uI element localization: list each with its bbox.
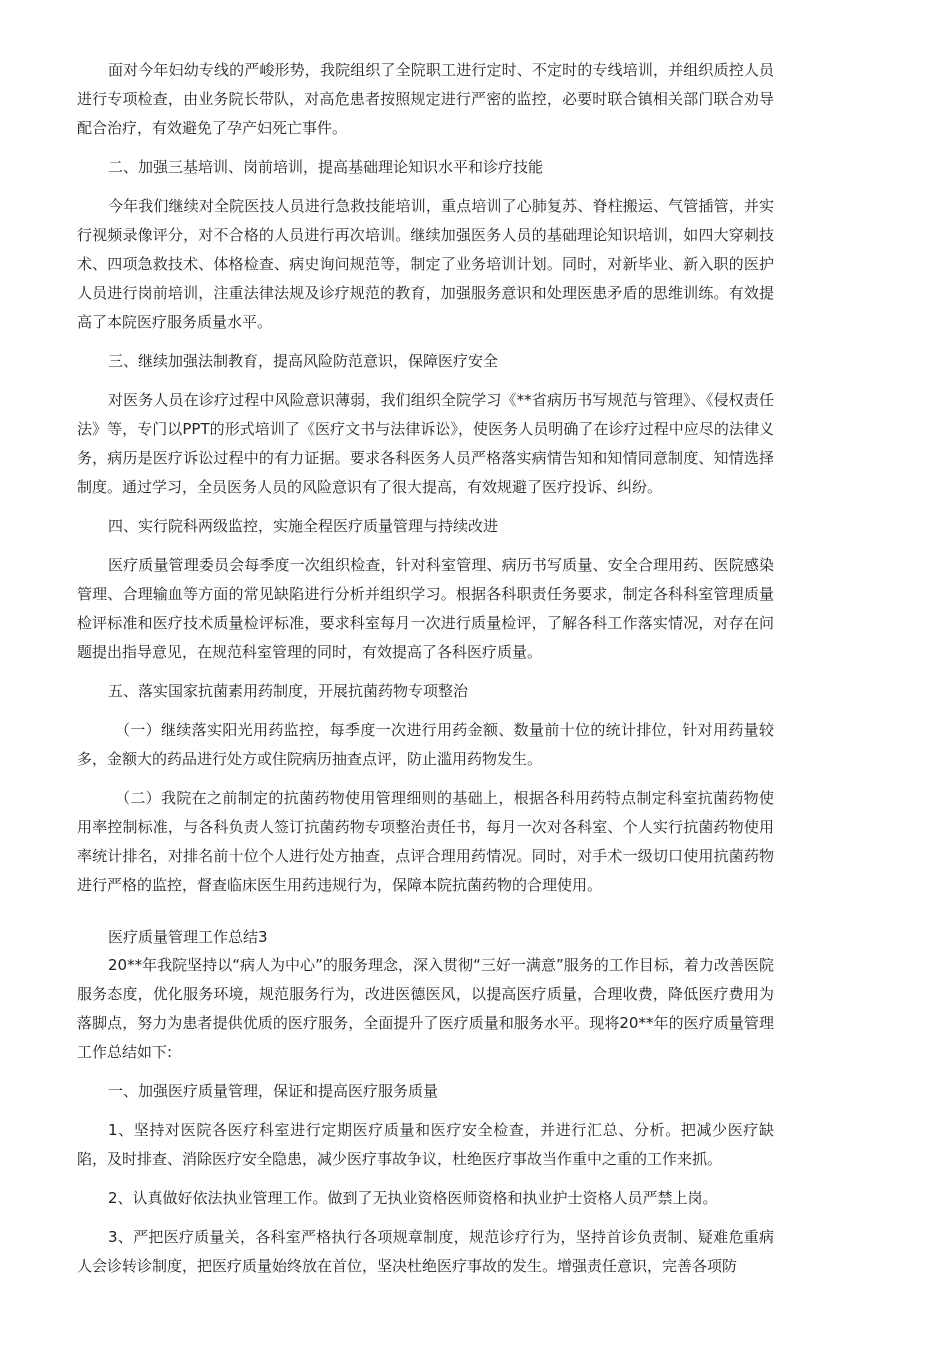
section-heading-3: 三、继续加强法制教育，提高风险防范意识，保障医疗安全 [108,352,499,370]
paragraph-training: 今年我们继续对全院医技人员进行急救技能培训，重点培训了心肺复苏、脊柱搬运、气管插管，并实行视频录像评分，对不合格的人员进行再次培训。继续加强医务人员的基础理论知识培训，如四大穿刺技术、四项急救技术、体格检查、病史询问规范等，制定了业务培训计划。同时，对新毕业、新入职的医护人员进行岗前培训，注重法律法规及诊疗规范的教育，加强服务意识和处理医患矛盾的思维训练。有效提高了本院医疗服务质量水平。 [77,197,774,331]
paragraph-legal-education: 对医务人员在诊疗过程中风险意识薄弱，我们组织全院学习《**省病历书写规范与管理》、《侵权责任法》等，专门以PPT的形式培训了《医疗文书与法律诉讼》，使医务人员明确了在诊疗过程中应尽的法律义务，病历是医疗诉讼过程中的有力证据。要求各科医务人员严格落实病情告知和知情同意制度、知情选择制度。通过学习，全员医务人员的风险意识有了很大提高，有效规避了医疗投诉、纠纷。 [77,391,774,496]
paragraph-maternal-monitoring: 面对今年妇幼专线的严峻形势，我院组织了全院职工进行定时、不定时的专线培训，并组织质控人员进行专项检查，由业务院长带队，对高危患者按照规定进行严密的监控，必要时联合镇相关部门联合劝导配合治疗，有效避免了孕产妇死亡事件。 [77,61,774,137]
paragraph-intro: 20**年我院坚持以“病人为中心”的服务理念，深入贯彻“三好一满意”服务的工作目标，着力改善医院服务态度，优化服务环境，规范服务行为，改进医德医风，以提高医疗质量，合理收费，降低医疗费用为落脚点，努力为患者提供优质的医疗服务，全面提升了医疗质量和服务水平。现将20**年的医疗质量管理工作总结如下: [77,956,774,1061]
document-page [77,56,774,1291]
paragraph-subitem-2: （二）我院在之前制定的抗菌药物使用管理细则的基础上，根据各科用药特点制定科室抗菌药物使用率控制标准，与各科负责人签订抗菌药物专项整治责任书，每月一次对各科室、个人实行抗菌药物使用率统计排名，对排名前十位个人进行处方抽查，点评合理用药情况。同时，对手术一级切口使用抗菌药物进行严格的监控，督查临床医生用药违规行为，保障本院抗菌药物的合理使用。 [77,789,774,894]
paragraph-item-2: 2、认真做好依法执业管理工作。做到了无执业资格医师资格和执业护士资格人员严禁上岗。 [108,1189,718,1207]
section-heading-4: 四、实行院科两级监控，实施全程医疗质量管理与持续改进 [108,517,499,535]
paragraph-item-3: 3、严把医疗质量关，各科室严格执行各项规章制度，规范诊疗行为，坚持首诊负责制、疑难危重病人会诊转诊制度，把医疗质量始终放在首位，坚决杜绝医疗事故的发生。增强责任意识，完善各项防 [77,1228,774,1275]
paragraph-quality-monitoring: 医疗质量管理委员会每季度一次组织检查，针对科室管理、病历书写质量、安全合理用药、医院感染管理、合理输血等方面的常见缺陷进行分析并组织学习。根据各科职责任务要求，制定各科科室管理质量检评标准和医疗技术质量检评标准，要求科室每月一次进行质量检评，了解各科工作落实情况，对存在问题提出指导意见，在规范科室管理的同时，有效提高了各科医疗质量。 [77,556,774,661]
section-heading-1: 一、加强医疗质量管理，保证和提高医疗服务质量 [108,1082,439,1100]
section-heading-5: 五、落实国家抗菌素用药制度，开展抗菌药物专项整治 [108,682,469,700]
document-title: 医疗质量管理工作总结3 [108,928,268,946]
paragraph-subitem-1: （一）继续落实阳光用药监控，每季度一次进行用药金额、数量前十位的统计排位，针对用药量较多，金额大的药品进行处方或住院病历抽查点评，防止滥用药物发生。 [77,721,774,768]
section-heading-2: 二、加强三基培训、岗前培训，提高基础理论知识水平和诊疗技能 [108,158,544,176]
paragraph-item-1: 1、坚持对医院各医疗科室进行定期医疗质量和医疗安全检查，并进行汇总、分析。把减少医疗缺陷，及时排查、消除医疗安全隐患，减少医疗事故争议，杜绝医疗事故当作重中之重的工作来抓。 [77,1121,774,1168]
